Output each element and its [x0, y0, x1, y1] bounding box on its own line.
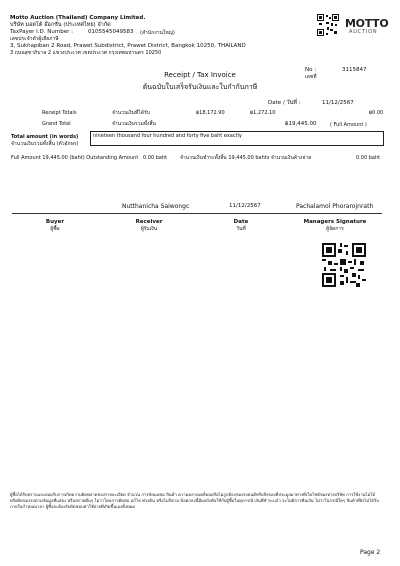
document-title-th: ต้นฉบับใบเสร็จรับเงินและใบกำกับภาษี	[142, 83, 258, 91]
outstanding-amount-th: 0.00 baht	[356, 155, 381, 161]
receiver-label-th: ผู้รับเงิน	[140, 226, 158, 232]
date-sig-label: Date	[233, 219, 249, 225]
doc-no-label: No :	[305, 67, 317, 73]
logo-sub: AUCTION	[349, 29, 378, 35]
payment-line-th: จำนวนเงินชำระทั้งสิ้น 19,445.00 bahts จำนวนเงินค้างจ่าย	[180, 155, 312, 161]
amount-other: ฿0.00	[369, 110, 384, 116]
doc-no-label-th: เลขที่	[305, 74, 317, 80]
motto-auction-logo	[345, 17, 389, 41]
header-qr-code	[317, 14, 339, 36]
date-sig-label-th: วันที่	[236, 226, 246, 232]
manager-name: Pachalamol Phorarojnrath	[296, 203, 374, 210]
outstanding-amount: 0.00 baht	[143, 155, 168, 161]
company-address-th: 3 ถนนสุขาภิบาล 2 แขวงประเวศ เขตประเวศ กรุงเทพมหานคร 10250	[10, 50, 162, 56]
document-title: Receipt / Tax Invoice	[164, 71, 236, 79]
taxpayer-label: TaxPayer I.D. Number :	[10, 29, 73, 35]
taxpayer-id: 0105545049583	[88, 29, 134, 35]
signature-date: 11/12/2567	[229, 203, 261, 209]
amount-words-label-th: จำนวนเงินรวมทั้งสิ้น (ตัวอักษร)	[11, 141, 79, 147]
doc-no-value: 3115847	[342, 67, 367, 73]
footer-disclaimer: ผู้ซื้อได้รับทราบและยอมรับการเกิดความผิดพลาดของรายละเอียด จำนวน การซ่อมแซม สินค้า ความคลาดเคลื่อนหรือไม่ถูกต้องของรถยนต์หรือสิ่งของที่ประมูลมาทางที่เว็บไซต์ของทางบริษัท การใช้งานไม่ได้หรือผิดของรถตามข้อมูลที่แสดง หรือสภาพอื่นๆ ไม่ว่าโดยการตัดต่อ แก้ไข พ่วงต้น หรือไม่ก็ตาม ข้อตกลงนี้มีผลบังคับใช้กับผู้ซื้อในทุกกรณี เงินที่ชำระแล้ว จะไม่มีการคืนเงิน ไม่ว่าในกรณีใดๆ สินค้าที่ยังไม่ได้รับภายในกำหนดเวลา ผู้ซื้อจะต้องรับผิดชอบค่าใช้จ่ายที่เกิดขึ้นเองทั้งหมด	[10, 492, 379, 509]
branch-label: (สำนักงานใหญ่)	[140, 29, 175, 36]
receiver-name: Nutthanicha Saiwongc	[122, 203, 190, 210]
grand-total-th: จำนวนเงินรวมทั้งสิ้น	[112, 121, 156, 127]
payment-line: Full Amount 19,445.00 (baht) Outstanding Amount	[11, 155, 139, 161]
footer-qr-code	[322, 243, 366, 287]
manager-label-th: ผู้จัดการ	[326, 226, 344, 232]
company-name-en: Motto Auction (Thailand) Company Limited.	[10, 15, 146, 21]
amount-vat: ฿1,272.10	[250, 110, 276, 116]
signature-divider	[12, 213, 382, 214]
page-number: Page 2	[360, 549, 381, 556]
buyer-label-th: ผู้ซื้อ	[50, 226, 60, 232]
full-amount-label: ( Full Amount )	[330, 121, 367, 128]
logo-word: MOTTO	[345, 17, 389, 30]
grand-total-value: ฿19,445.00	[285, 121, 317, 127]
amount-words-box	[90, 131, 384, 146]
amount-words-label: Total amount (in words)	[11, 134, 79, 140]
date-value: 11/12/2567	[322, 100, 354, 106]
amount-words-value: nineteen thousand four hundred and forty five baht exactly	[93, 133, 242, 139]
amount-subtotal: ฿18,172.90	[196, 110, 225, 116]
receipt-totals-th: จำนวนเงินที่ได้รับ	[112, 110, 150, 116]
grand-total-label: Grand Total	[42, 121, 71, 127]
company-name-th: บริษัท มอตโต้ อ๊อกชั่น (ประเทศไทย) จำกัด	[10, 22, 111, 28]
manager-label: Managers Signature	[303, 219, 367, 225]
company-address-en: 3, Sukhapiban 2 Road, Prawet Subdistrict, Prawet District, Bangkok 10250, THAILAND	[10, 43, 246, 49]
receiver-label: Receiver	[135, 219, 163, 225]
taxpayer-label-th: เลขประจำตัวผู้เสียภาษี	[10, 36, 59, 42]
date-label: Date / วันที่ :	[268, 100, 301, 106]
receipt-totals-label: Receipt Totals	[42, 110, 77, 116]
buyer-label: Buyer	[45, 219, 65, 225]
